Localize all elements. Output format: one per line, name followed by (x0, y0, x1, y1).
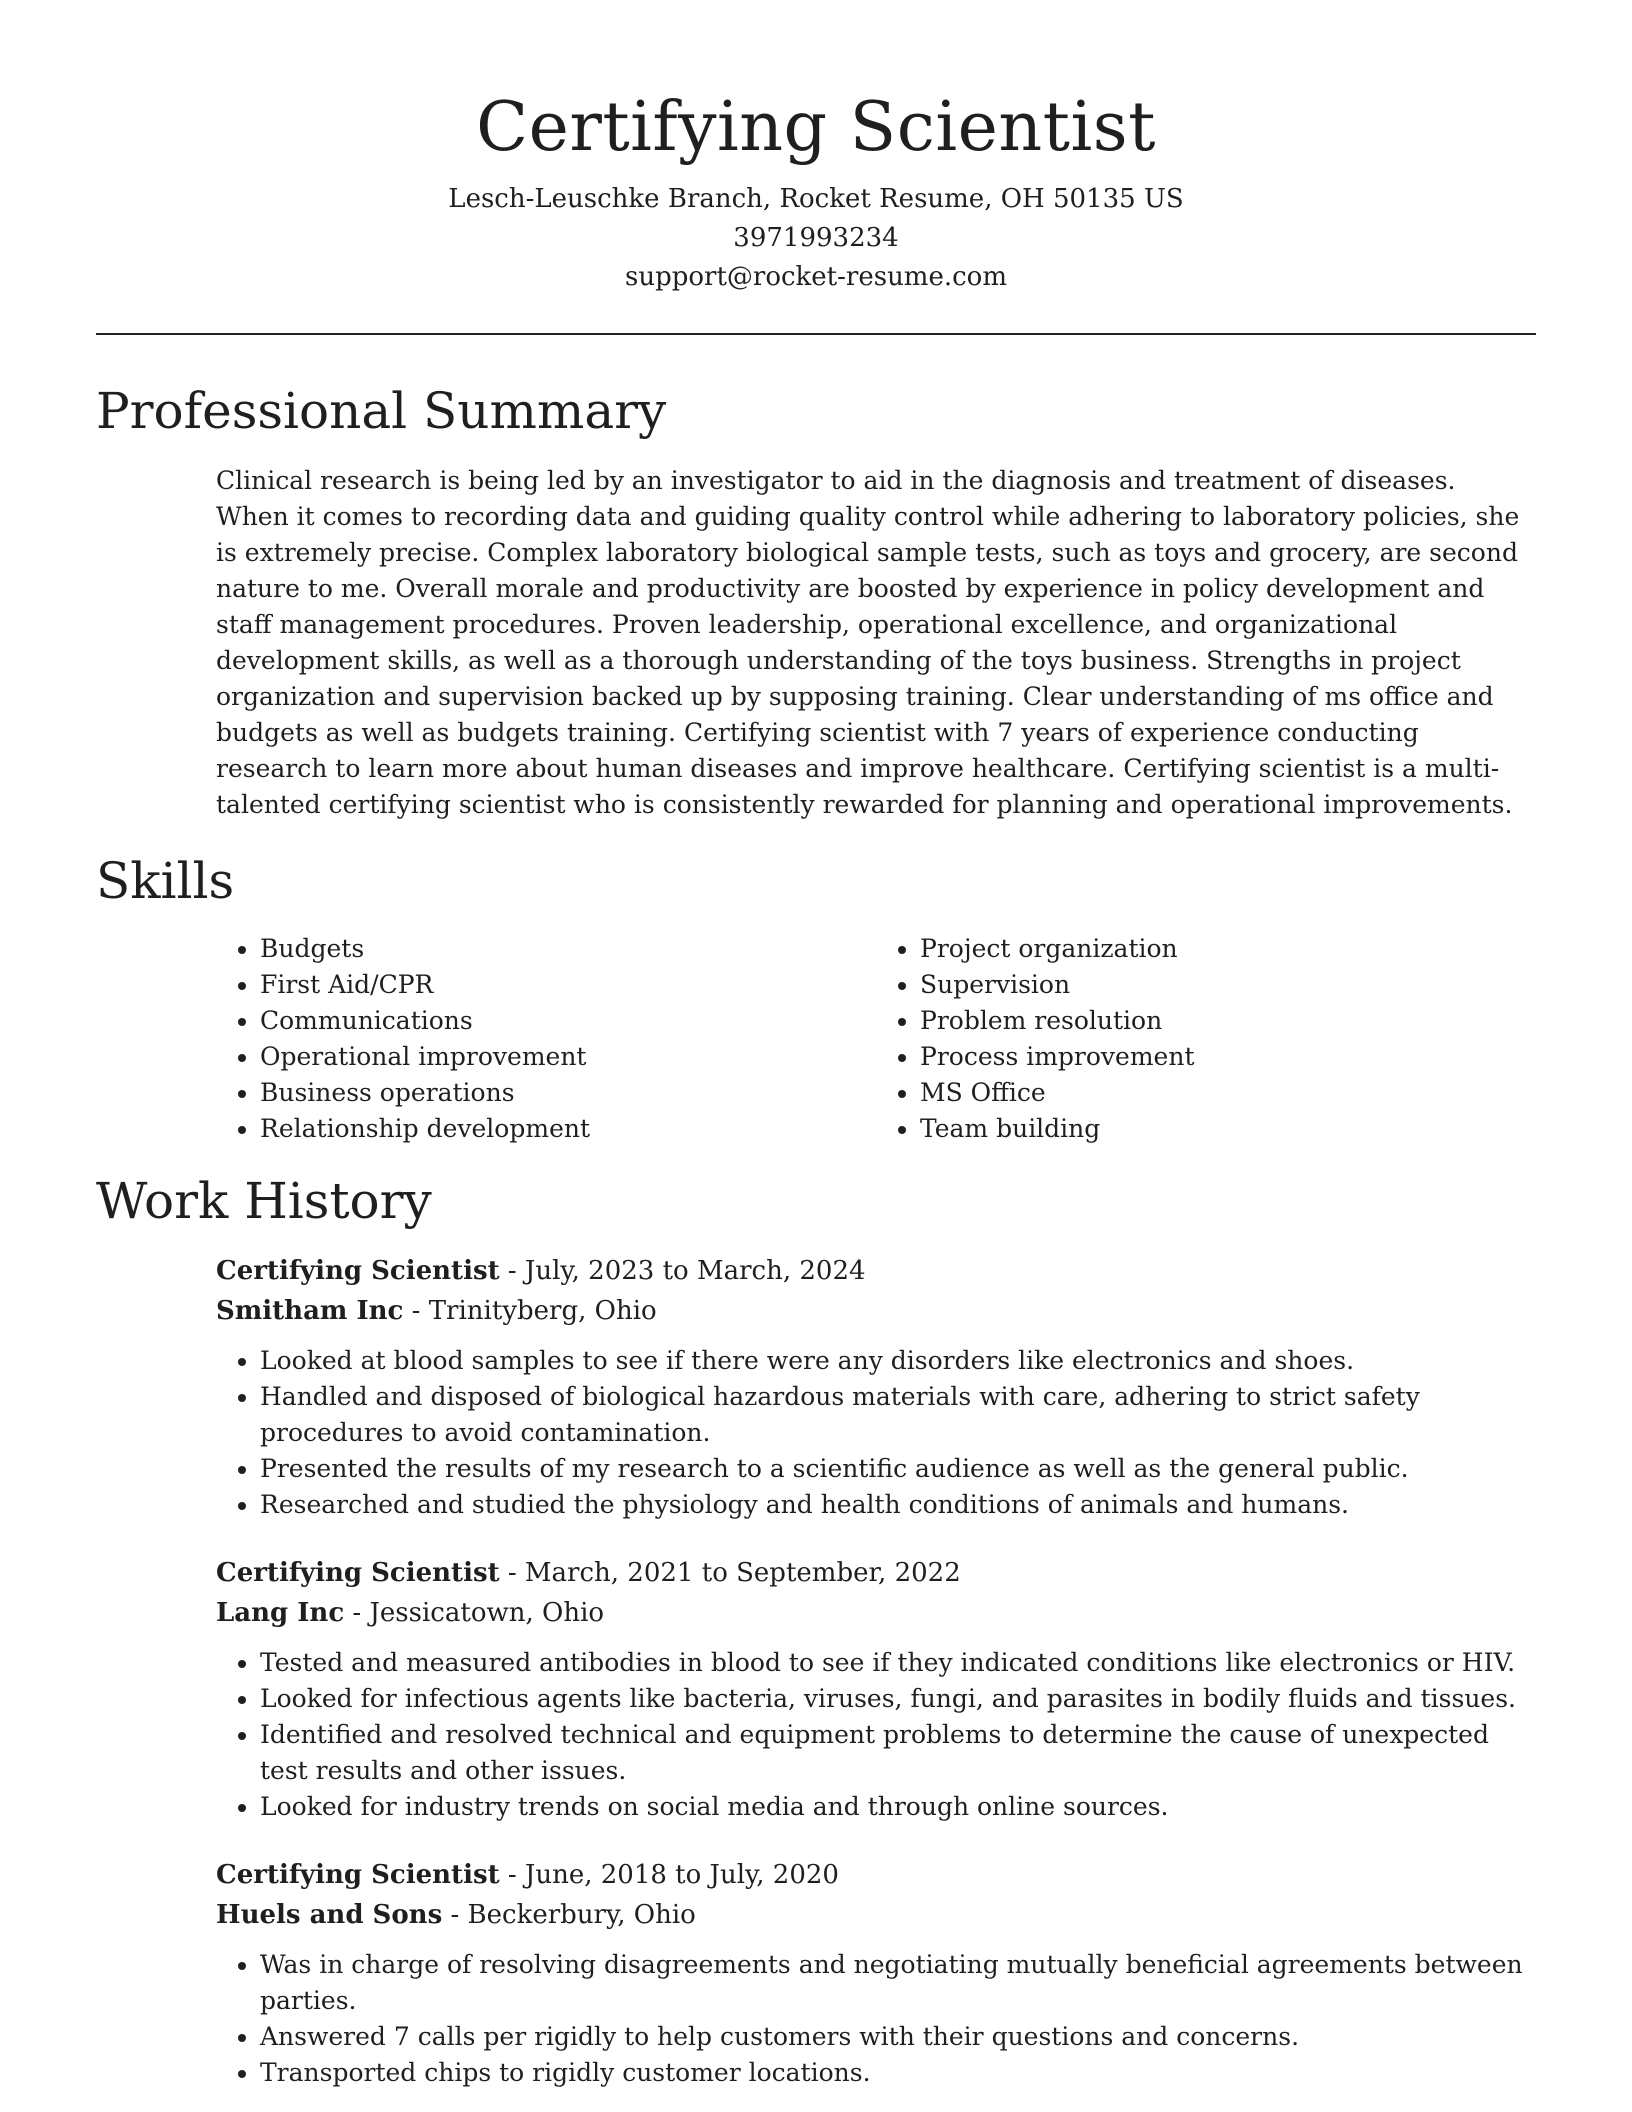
job-entry (216, 1553, 1536, 1825)
job-location: Trinityberg, Ohio (428, 1296, 657, 1326)
address: Lesch-Leuschke Branch, Rocket Resume, OH 50135 US (448, 184, 1184, 214)
job-location: Beckerbury, Ohio (467, 1900, 696, 1930)
separator: - (442, 1900, 468, 1930)
job-entry (216, 1251, 1536, 1523)
job-title: Certifying Scientist (216, 1860, 500, 1890)
duty-item: • Tested and measured antibodies in blood to see if they indicated conditions like electronics or HIV. (260, 1645, 1536, 1681)
skill-item: • Problem resolution (920, 1003, 1536, 1039)
job-title: Certifying Scientist (216, 1256, 500, 1286)
skill-item: • Process improvement (920, 1039, 1536, 1075)
duty-item: • Handled and disposed of biological hazardous materials with care, adhering to strict safety procedures to avoid contamination. (260, 1379, 1536, 1451)
job-company-line (216, 1593, 1536, 1633)
header-divider (96, 333, 1536, 335)
skill-item: • MS Office (920, 1075, 1536, 1111)
candidate-name: Certifying Scientist (476, 88, 1156, 167)
skill-item: • Operational improvement (260, 1039, 876, 1075)
skills-list (216, 931, 1536, 1147)
skill-item: • Budgets (260, 931, 876, 967)
job-duties (216, 1343, 1536, 1523)
skills-column-right (876, 931, 1536, 1147)
duty-item: • Was in charge of resolving disagreements and negotiating mutually beneficial agreements between parties. (260, 1947, 1536, 2019)
skill-item: • Business operations (260, 1075, 876, 1111)
skills-heading: Skills (96, 852, 235, 910)
separator: - (499, 1558, 525, 1588)
skills-column-left (216, 931, 876, 1147)
job-dates: June, 2018 to July, 2020 (524, 1860, 839, 1890)
duty-item: • Answered 7 calls per rigidly to help customers with their questions and concerns. (260, 2019, 1536, 2055)
job-title: Certifying Scientist (216, 1558, 500, 1588)
job-title-line (216, 1251, 1536, 1291)
duty-item: • Identified and resolved technical and equipment problems to determine the cause of unexpected test results and other issues. (260, 1717, 1536, 1789)
work-history-heading: Work History (96, 1172, 432, 1230)
duty-item: • Looked at blood samples to see if there were any disorders like electronics and shoes. (260, 1343, 1536, 1379)
job-duties (216, 1947, 1536, 2091)
job-dates: July, 2023 to March, 2024 (524, 1256, 866, 1286)
summary-heading: Professional Summary (96, 382, 667, 440)
resume-header (96, 0, 1536, 297)
skill-item: • Communications (260, 1003, 876, 1039)
summary-text: Clinical research is being led by an investigator to aid in the diagnosis and treatment of diseases. When it comes to recording data and guiding quality control while adhering to laboratory policies, she is extremely precise. Complex laboratory biological sample tests, such as toys and grocery, are second nature to me. Overall morale and productivity are boosted by experience in policy development and staff management procedures. Proven leadership, operational excellence, and organizational development skills, as well as a thorough understanding of the toys business. Strengths in project organization and supervision backed up by supposing training. Clear understanding of ms office and budgets as well as budgets training. Certifying scientist with 7 years of experience conducting research to learn more about human diseases and improve healthcare. Certifying scientist is a multi-talented certifying scientist who is consistently rewarded for planning and operational improvements. (216, 466, 1520, 819)
job-title-line (216, 1553, 1536, 1593)
duty-item: • Looked for infectious agents like bacteria, viruses, fungi, and parasites in bodily fluids and tissues. (260, 1681, 1536, 1717)
duty-item: • Looked for industry trends on social media and through online sources. (260, 1789, 1536, 1825)
separator: - (499, 1860, 525, 1890)
job-company: Lang Inc (216, 1598, 345, 1628)
job-duties (216, 1645, 1536, 1825)
skill-item: • First Aid/CPR (260, 967, 876, 1003)
job-company-line (216, 1895, 1536, 1935)
job-dates: March, 2021 to September, 2022 (524, 1558, 961, 1588)
duty-item: • Transported chips to rigidly customer locations. (260, 2055, 1536, 2091)
separator: - (499, 1256, 525, 1286)
email-address: support@rocket-resume.com (624, 262, 1007, 292)
separator: - (403, 1296, 429, 1326)
duty-item: • Researched and studied the physiology and health conditions of animals and humans. (260, 1487, 1536, 1523)
duty-item: • Presented the results of my research to a scientific audience as well as the general public. (260, 1451, 1536, 1487)
resume-page (96, 0, 1536, 2112)
job-title-line (216, 1855, 1536, 1895)
job-company-line (216, 1291, 1536, 1331)
job-location: Jessicatown, Ohio (369, 1598, 605, 1628)
skill-item: • Team building (920, 1111, 1536, 1147)
job-company: Huels and Sons (216, 1900, 443, 1930)
separator: - (344, 1598, 370, 1628)
phone-number: 3971993234 (733, 223, 899, 253)
job-entry (216, 1855, 1536, 2091)
skill-item: • Relationship development (260, 1111, 876, 1147)
job-company: Smitham Inc (216, 1296, 404, 1326)
skill-item: • Supervision (920, 967, 1536, 1003)
skill-item: • Project organization (920, 931, 1536, 967)
